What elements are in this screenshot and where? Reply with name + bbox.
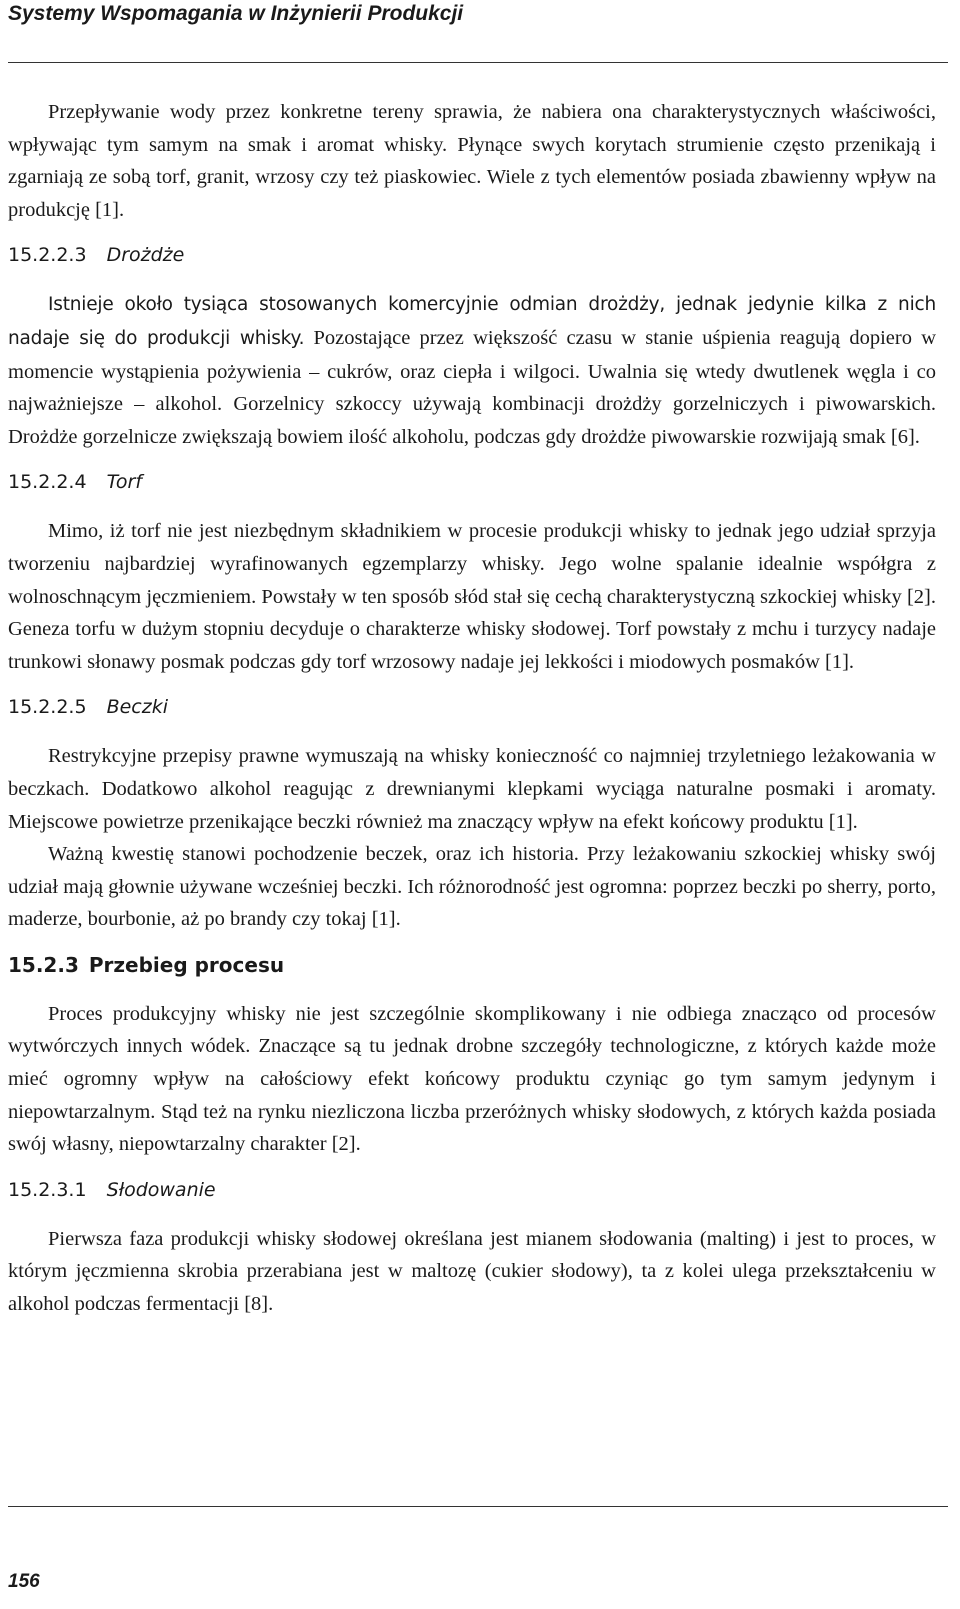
section-heading-przebieg [8, 950, 936, 980]
drozdze-paragraph-sans: Istnieje około tysiąca stosowanych komercyjnie odmian drożdży, jednak jedynie kilka z nich nadaje się do produkcji whisky. [8, 294, 936, 349]
slodowanie-paragraph: Pierwsza faza produkcji whisky słodowej określana jest mianem słodowania (malting) i jest to proces, w którym jęczmienna skrobia przerabiana jest w maltozę (cukier słodowy), ta z kolei ulega przekształceniu w alkohol podczas fermentacji [8]. [8, 1227, 936, 1316]
subsection-heading-drozdze [8, 240, 936, 270]
przebieg-paragraph: Proces produkcyjny whisky nie jest szczególnie skomplikowany i nie odbiega znacząco od procesów wytwórczych innych wódek. Znaczące są tu jednak drobne szczegóły technologiczne, z których każde może mieć ogromny wpływ na całościowy efekt końcowy produktu czyniąc go tym samym jedynym i niepowtarzalnym. Stąd też na rynku niezliczona liczba przeróżnych whisky słodowych, z których każda posiada swój własny, niepowtarzalny charakter [2]. [8, 1002, 936, 1156]
drozdze-paragraph-rest: Pozostające przez większość czasu w stanie uśpienia reagują dopiero w momencie wystąpienia pożywienia – cukrów, oraz ciepła i wilgoci. Uwalnia się wtedy dwutlenek węgla i co najważniejsze – alkohol. Gorzelnicy szkoccy używają kombinacji drożdży gorzelniczych i piwowarskich. Drożdże gorzelnicze zwiększają bowiem ilość alkoholu, podczas gdy drożdże piwowarskie rozwijają smak [6]. [8, 326, 936, 448]
subsection-title: Beczki [106, 696, 168, 719]
running-header [8, 0, 948, 63]
drozdze-paragraph [8, 288, 936, 453]
beczki-paragraph-1: Restrykcyjne przepisy prawne wymuszają na whisky konieczność co najmniej trzyletniego leżakowania w beczkach. Dodatkowo alkohol reagując z drewnianymi klepkami wyciąga naturalne posmaki i aromaty. Miejscowe powietrze przenikające beczki również ma znaczący wpływ na efekt końcowy produktu [1]. [8, 745, 936, 833]
footer-rule [8, 1506, 948, 1507]
torf-paragraph: Mimo, iż torf nie jest niezbędnym składnikiem w procesie produkcji whisky to jednak jego udział sprzyja tworzeniu najbardziej wyrafinowanych egzemplarzy whisky. Jego wolne spalanie idealnie współgra z wolnoschnącym jęczmieniem. Powstały w ten sposób słód stał się cechą charakterystyczną szkockiej whisky [2]. Geneza torfu w dużym stopniu decyduje o charakterze whisky słodowej. Torf powstały z mchu i turzycy nadaje trunkowi słonawy posmak podczas gdy torf wrzosowy nadaje jej lekkości i miodowych posmaków [1]. [8, 520, 936, 673]
subsection-number: 15.2.2.3 [8, 244, 87, 267]
subsection-title: Drożdże [106, 244, 185, 267]
running-header-title: Systemy Wspomagania w Inżynierii Produkcji [8, 2, 464, 25]
page-content [8, 96, 936, 1321]
subsection-heading-slodowanie [8, 1175, 936, 1205]
subsection-number: 15.2.2.4 [8, 471, 87, 494]
subsection-title: Torf [106, 471, 142, 494]
beczki-paragraph-2: Ważną kwestię stanowi pochodzenie beczek, oraz ich historia. Przy leżakowaniu szkockiej whisky swój udział mają głownie używane wcześniej beczki. Ich różnorodność jest ogromna: poprzez beczki po sherry, porto, maderze, bourbonie, aż po brandy czy tokaj [1]. [8, 843, 936, 931]
page-number: 156 [8, 1571, 40, 1592]
subsection-number: 15.2.3.1 [8, 1178, 87, 1201]
subsection-heading-beczki [8, 692, 936, 722]
section-number: 15.2.3 [8, 952, 79, 977]
subsection-number: 15.2.2.5 [8, 696, 87, 719]
subsection-heading-torf [8, 467, 936, 497]
subsection-title: Słodowanie [106, 1178, 216, 1201]
section-title: Przebieg procesu [88, 952, 285, 977]
intro-paragraph: Przepływanie wody przez konkretne tereny sprawia, że nabiera ona charakterystycznych właściwości, wpływając tym samym na smak i aromat whisky. Płynące swych korytach strumienie często przenikają i zgarniają ze sobą torf, granit, wrzosy czy też piaskowiec. Wiele z tych elementów posiada zbawienny wpływ na produkcję [1]. [8, 101, 936, 221]
